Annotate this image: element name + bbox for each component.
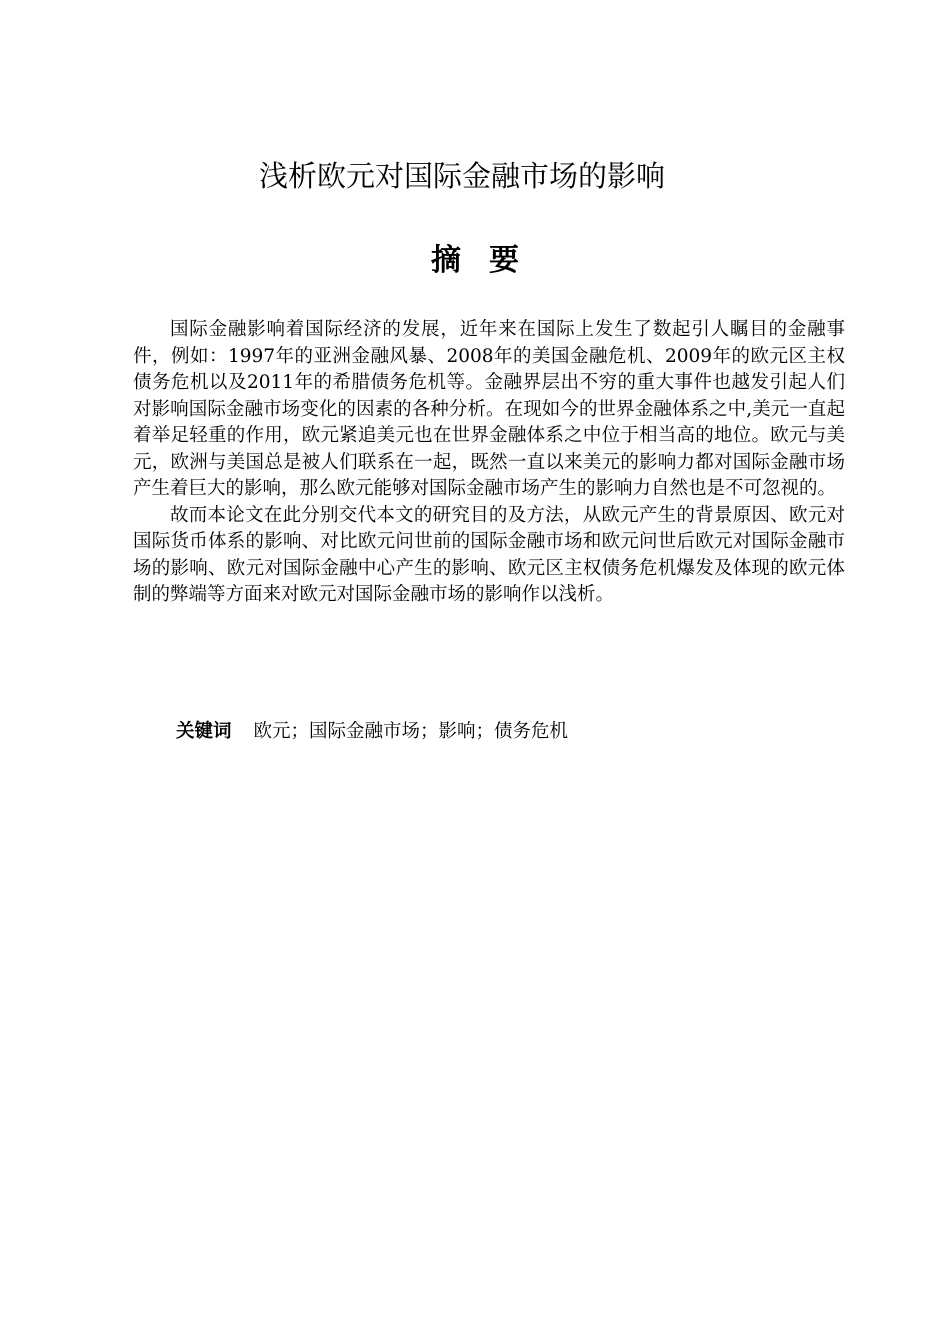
abstract-heading: 摘要 (431, 243, 547, 278)
abstract-paragraph-1: 国际金融影响着国际经济的发展，近年来在国际上发生了数起引人瞩目的金融事件，例如：1997年的亚洲金融风暴、2008年的美国金融危机、2009年的欧元区主权债务危机以及2011年的希腊债务危机等。金融界层出不穷的重大事件也越发引起人们对影响国际金融市场变化的因素的各种分析。在现如今的世界金融体系之中,美元一直起着举足轻重的作用，欧元紧追美元也在世界金融体系之中位于相当高的地位。欧元与美元，欧洲与美国总是被人们联系在一起，既然一直以来美元的影响力都对国际金融市场产生着巨大的影响，那么欧元能够对国际金融市场产生的影响力自然也是不可忽视的。 (133, 319, 845, 499)
document-title: 浅析欧元对国际金融市场的影响 (258, 159, 665, 193)
abstract-body (133, 317, 845, 609)
keywords-line (176, 718, 856, 746)
abstract-paragraph-2: 故而本论文在此分别交代本文的研究目的及方法，从欧元产生的背景原因、欧元对国际货币体系的影响、对比欧元问世前的国际金融市场和欧元问世后欧元对国际金融市场的影响、欧元对国际金融中心产生的影响、欧元区主权债务危机爆发及体现的欧元体制的弊端等方面来对欧元对国际金融市场的影响作以浅析。 (133, 504, 845, 605)
keywords-text: 欧元；国际金融市场；影响；债务危机 (253, 721, 569, 742)
keywords-label: 关键词 (176, 721, 232, 742)
